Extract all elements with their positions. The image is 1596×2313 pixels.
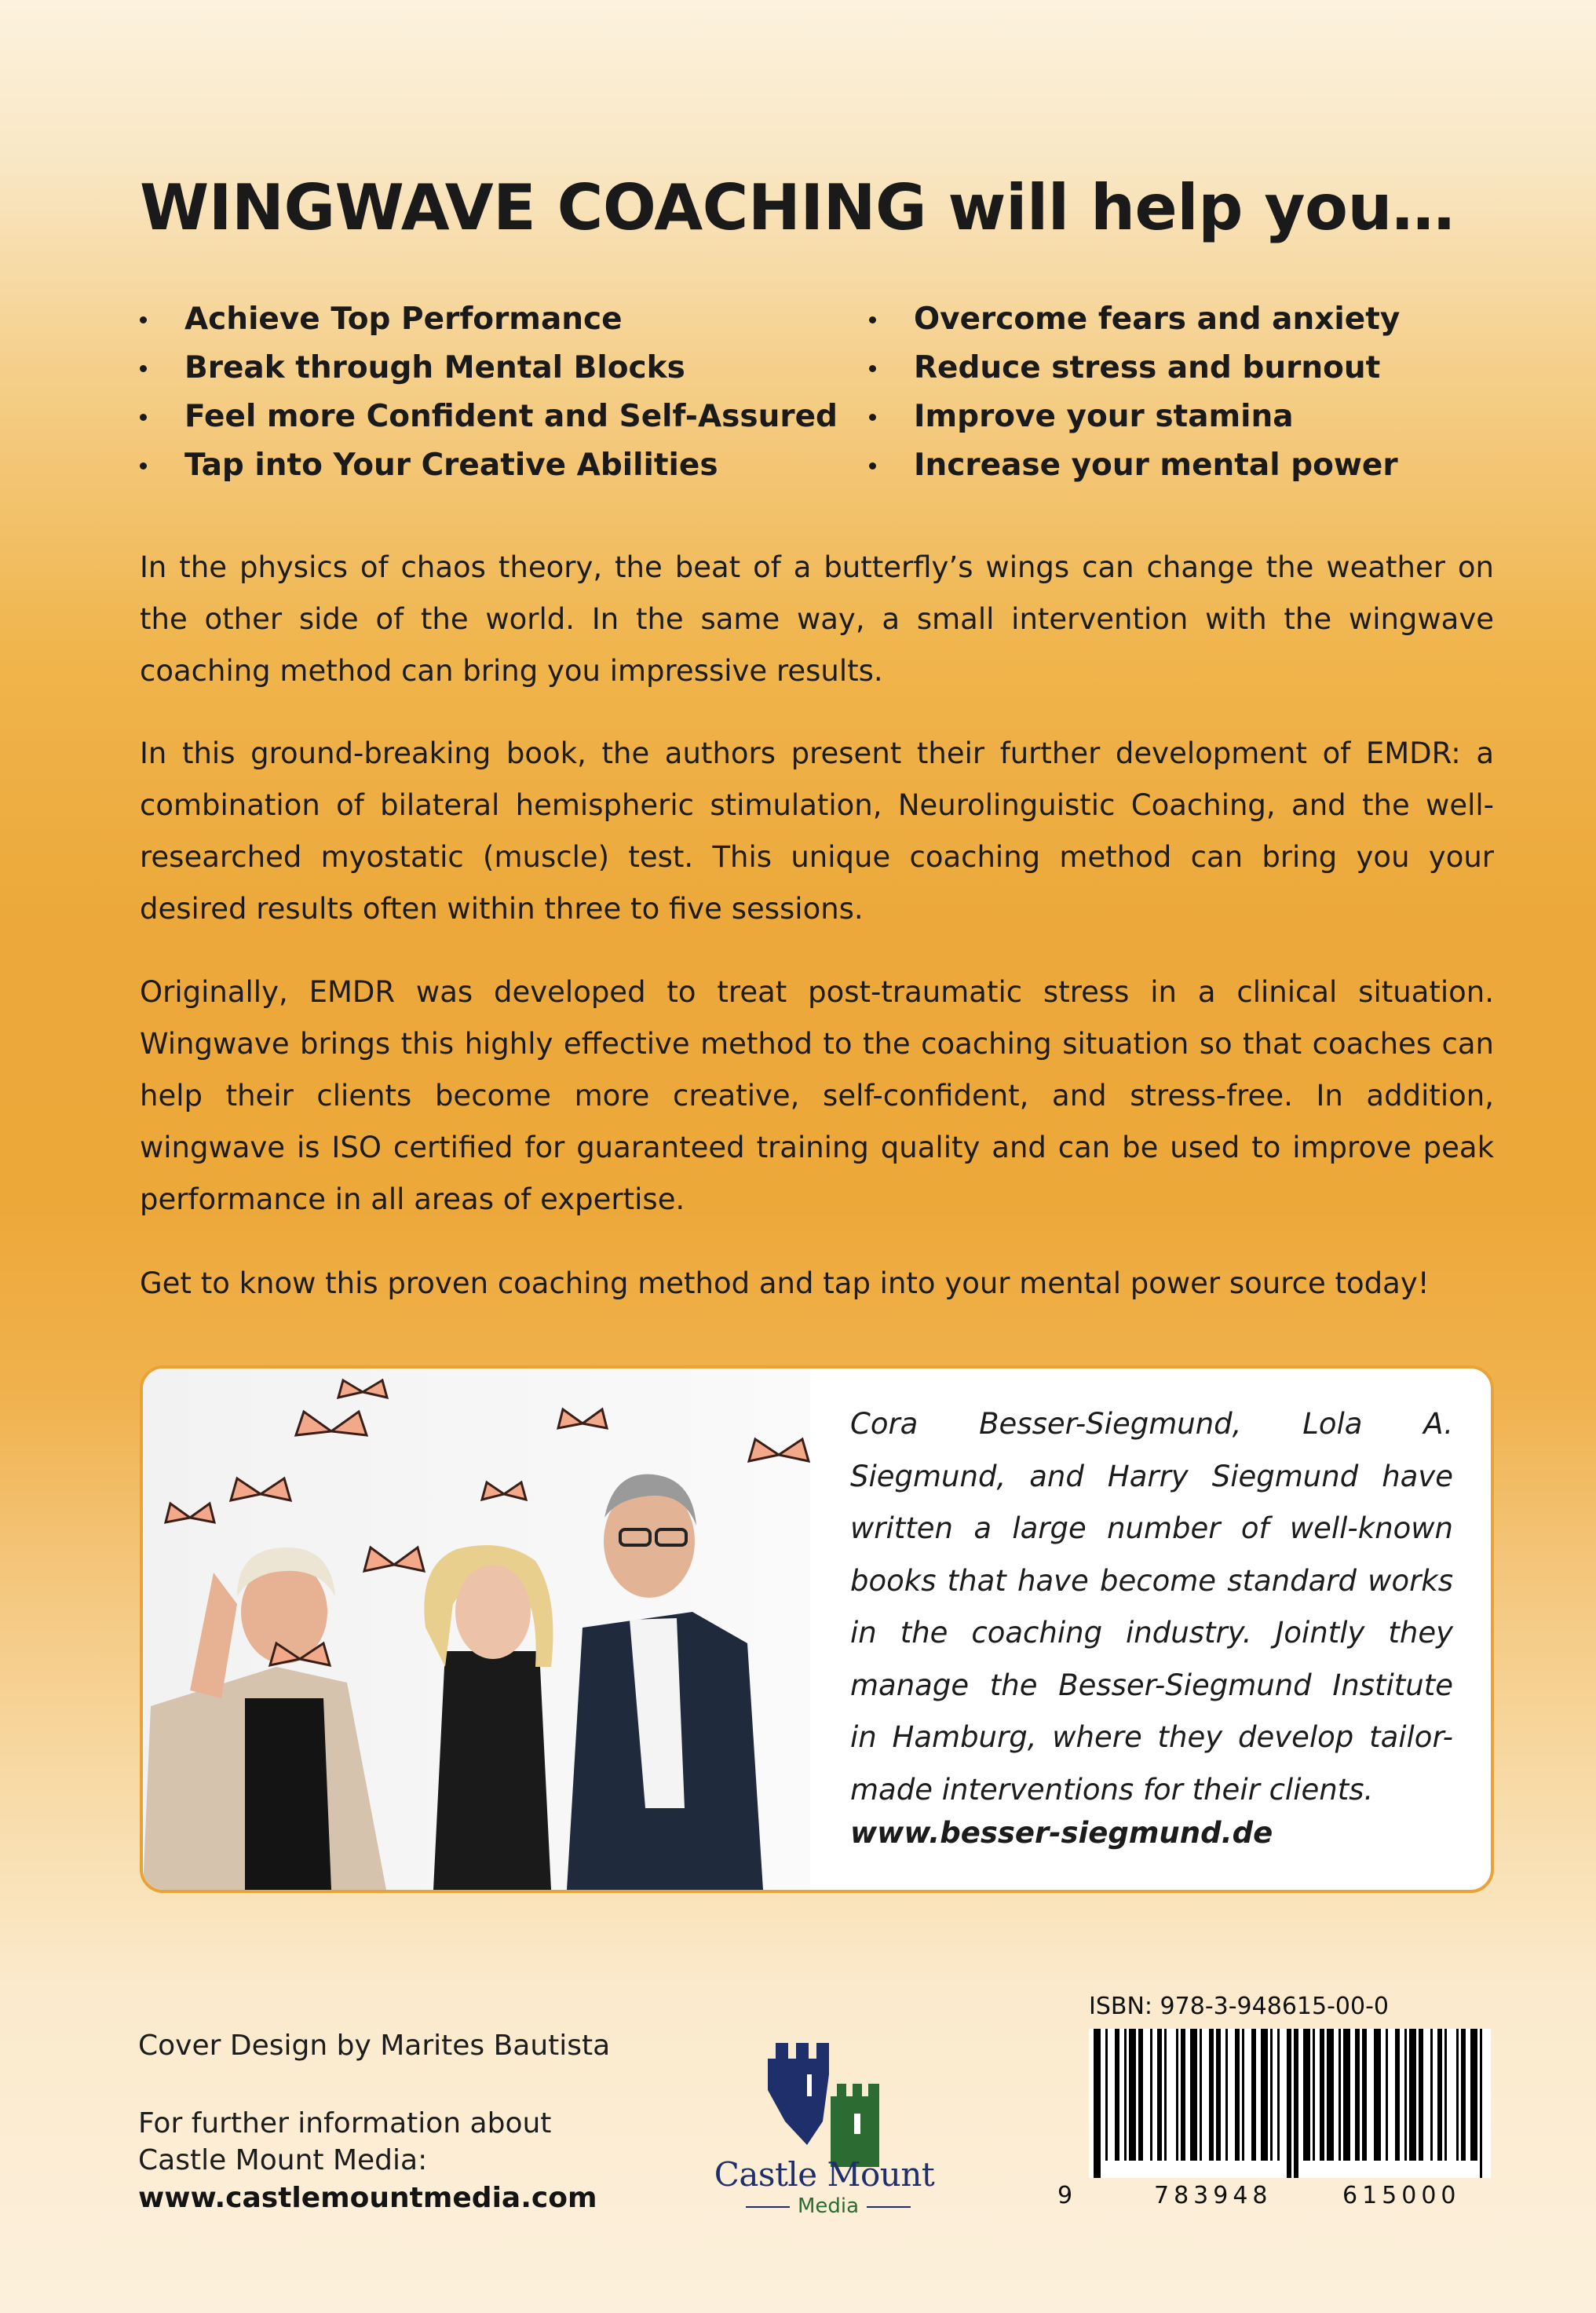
author-box (140, 1365, 1494, 1893)
barcode-bar (1386, 2029, 1388, 2161)
bullet-dot-icon (869, 414, 876, 421)
bullet-dot-icon (140, 414, 147, 421)
barcode-bar (1327, 2029, 1334, 2161)
bullet-dot-icon (869, 365, 876, 372)
barcode-bar (1343, 2029, 1350, 2161)
barcode-bar (1181, 2029, 1185, 2161)
paragraph-wingwave-method: Originally, EMDR was developed to treat post-traumatic stress in a clinical situation. Wingwave brings this highly effective method to the coaching situation so that coaches can help their clients become more creative, self-confident, and stress-free. In addition, wingwave is ISO certified for guaranteed training quality and can be used to improve peak performance in all areas of expertise. (140, 975, 1494, 1216)
barcode-bar (1251, 2029, 1256, 2161)
author-bio: Cora Besser-Siegmund, Lola A. Siegmund, and Harry Siegmund have written a large number of well-known books that have become standard works in the coaching industry. Jointly they manage the Besser-Siegmund Institute in Hamburg, where they develop tailor-made interventions for their clients. (850, 1407, 1453, 1807)
barcode-bar (1419, 2029, 1423, 2161)
barcode-bar (1270, 2029, 1273, 2161)
barcode-bar (1395, 2029, 1400, 2161)
barcode-bar (1313, 2029, 1315, 2161)
list-item: Break through Mental Blocks (140, 344, 838, 393)
list-item: Feel more Confident and Self-Assured (140, 393, 838, 441)
author-website-link[interactable]: www.besser-siegmund.de (850, 1816, 1273, 1850)
publisher-logo-name: Castle Mount (714, 2155, 935, 2194)
cover-design-credit: Cover Design by Marites Bautista (138, 2030, 611, 2062)
list-item: Reduce stress and burnout (869, 344, 1400, 393)
barcode-bar (1115, 2029, 1119, 2161)
barcode-bar (1094, 2029, 1101, 2178)
barcode-bar (1216, 2029, 1221, 2161)
barcode-bar (1235, 2029, 1240, 2161)
barcode-bar (1437, 2029, 1442, 2161)
barcode-digit-lead: 9 (1057, 2182, 1073, 2209)
barcode-bar (1287, 2029, 1291, 2178)
barcode-bar (1261, 2029, 1268, 2161)
list-item: Overcome fears and anxiety (869, 295, 1400, 344)
barcode-bar (1303, 2029, 1310, 2161)
barcode-digits-right: 615000 (1342, 2182, 1461, 2209)
list-item: Improve your stamina (869, 393, 1400, 441)
barcode-bar (1277, 2029, 1280, 2161)
barcode (1089, 2029, 1491, 2178)
paragraph-chaos-theory: In the physics of chaos theory, the beat of a butterfly’s wings can change the weather on the other side of the world. In the same way, a small intervention with the wingwave coaching method can bring you impressive results. (140, 550, 1494, 688)
logo-rule-right (867, 2206, 911, 2208)
barcode-bar (1374, 2029, 1381, 2161)
barcode-bar (1409, 2029, 1416, 2161)
barcode-bar (1294, 2029, 1298, 2178)
barcode-bar (1225, 2029, 1228, 2161)
bullet-dot-icon (140, 316, 147, 323)
paragraph-call-to-action: Get to know this proven coaching method and tap into your mental power source today! (140, 1266, 1430, 1300)
barcode-bar (1105, 2029, 1108, 2161)
barcode-bar (1200, 2029, 1202, 2161)
barcode-bar (1339, 2029, 1341, 2161)
barcode-bar (1320, 2029, 1324, 2161)
barcode-bar (1430, 2029, 1433, 2161)
publisher-website-link[interactable]: www.castlemountmedia.com (138, 2182, 597, 2214)
benefits-list-right (869, 295, 1400, 490)
paragraph-emdr-development: In this ground-breaking book, the authors present their further development of EMDR: a combination of bilateral hemispheric stimulation, Neurolinguistic Coaching, and the well-researched myostatic (muscle) test. This unique coaching method can bring you your desired results often within three to five sessions. (140, 736, 1494, 926)
barcode-bar (1129, 2029, 1136, 2161)
list-item: Tap into Your Creative Abilities (140, 441, 838, 490)
isbn-label: ISBN: 978-3-948615-00-0 (1089, 1993, 1389, 2020)
publisher-logo-sub: Media (797, 2194, 860, 2218)
headline: WINGWAVE COACHING will help you… (140, 171, 1455, 244)
barcode-bar (1242, 2029, 1244, 2161)
barcode-bar (1461, 2029, 1466, 2161)
barcode-bar (1190, 2029, 1197, 2161)
bullet-dot-icon (140, 462, 147, 470)
barcode-bar (1456, 2029, 1459, 2161)
list-item: Achieve Top Performance (140, 295, 838, 344)
barcode-bar (1444, 2029, 1447, 2161)
barcode-bar (1176, 2029, 1178, 2161)
bullet-dot-icon (869, 316, 876, 323)
further-info-text: For further information about Castle Mount Media: (138, 2107, 552, 2176)
barcode-bar (1124, 2029, 1127, 2161)
barcode-bar (1157, 2029, 1162, 2161)
logo-rule-left (746, 2206, 790, 2208)
barcode-bar (1164, 2029, 1167, 2161)
barcode-bar (1355, 2029, 1360, 2161)
barcode-bar (1404, 2029, 1407, 2161)
author-photo (143, 1368, 810, 1890)
barcode-bar (1470, 2029, 1477, 2161)
bullet-dot-icon (869, 462, 876, 470)
barcode-bar (1150, 2029, 1152, 2161)
barcode-digits-left: 783948 (1154, 2182, 1273, 2209)
barcode-bar (1209, 2029, 1214, 2161)
bullet-dot-icon (140, 365, 147, 372)
list-item: Increase your mental power (869, 441, 1400, 490)
barcode-bar (1362, 2029, 1367, 2161)
benefits-list-left (140, 295, 838, 490)
barcode-bar (1138, 2029, 1143, 2161)
barcode-bar (1480, 2029, 1482, 2178)
